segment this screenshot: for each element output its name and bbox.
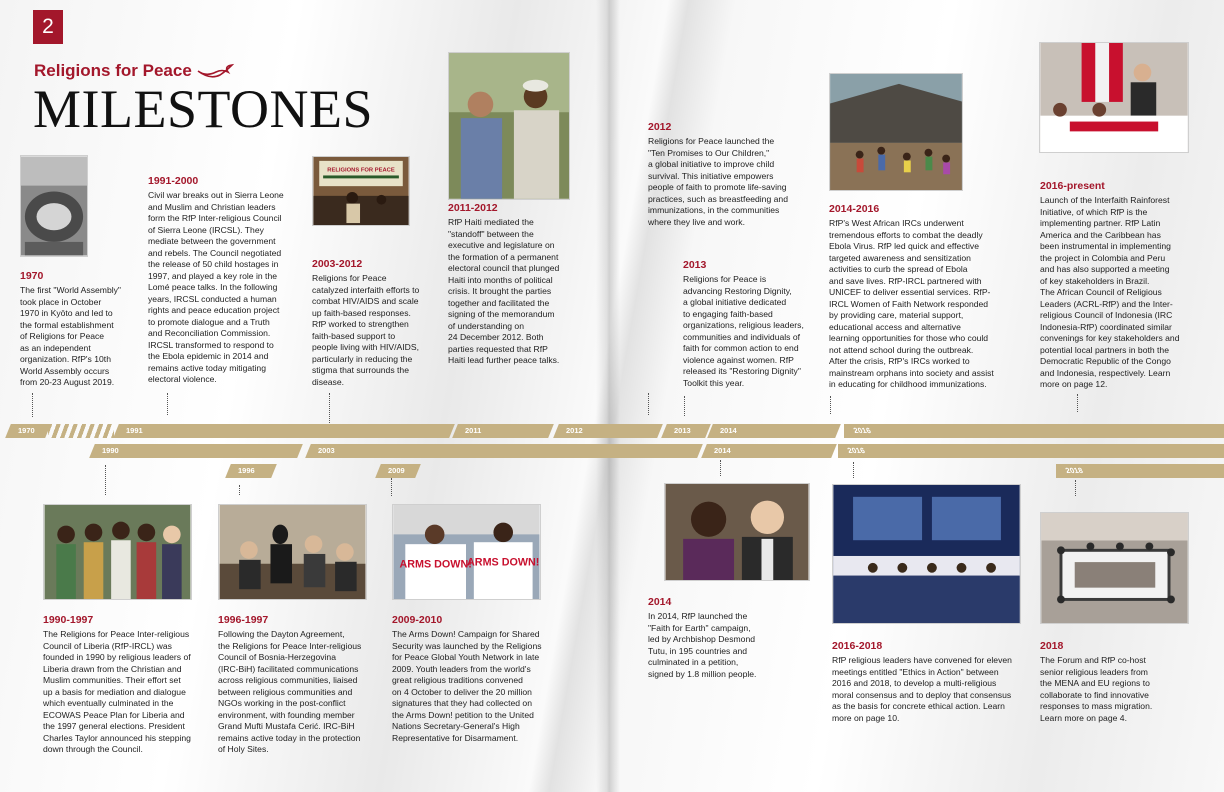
milestone-body: Launch of the Interfaith Rainforest Initiative, of which RfP is the implementing partner. RfP Latin America and the Caribbean has been instrumental in implementing the project in Colombia and Peru and has also supported a meeting of key stakeholders in Brazil. The African Council of Religious Leaders (ACRL-RfP) and the Inter- religious Council of Indonesia (IRC Indonesia-RfP) coordinated similar convenings for key stakeholders and potential local partners in both the Democratic Republic of the Congo and Indonesia, respectively. Learn more on page 12. bbox=[1040, 195, 1180, 389]
timeline-band-2016a: 2016 bbox=[844, 424, 1224, 438]
connector bbox=[105, 465, 106, 495]
connector bbox=[32, 393, 33, 417]
milestone-body: The Arms Down! Campaign for Shared Security was launched by the Religions for Peace Global Youth Network in late 2009. Youth leaders from the world's great religious traditions convened on 4 October to deliver the 20 million signatures that they had collected on the Arms Down! petition to the United Nations Secretary-General's High Representative for Disarmament. bbox=[392, 629, 542, 743]
photo-arms-down bbox=[392, 504, 541, 600]
timeline-band-1996: 1996 bbox=[225, 464, 277, 478]
timeline-band-2003: 2003 bbox=[305, 444, 703, 458]
milestone-heading: 2014-2016 bbox=[829, 203, 880, 215]
milestone-body: The Forum and RfP co-host senior religious leaders from the MENA and EU regions to collaborate to find innovative responses to mass migration. Learn more on page 4. bbox=[1040, 655, 1153, 723]
milestone-body: In 2014, RfP launched the "Faith for Earth" campaign, led by Archbishop Desmond Tutu, in 195 countries and culminated in a petition, signed by 1.8 million people. bbox=[648, 611, 757, 679]
page-title: MILESTONES bbox=[33, 79, 374, 139]
milestone-heading: 2012 bbox=[648, 121, 672, 133]
dove-icon bbox=[196, 63, 236, 79]
timeline-hatch bbox=[48, 424, 114, 438]
milestone-1970 bbox=[20, 270, 142, 389]
milestone-body: Following the Dayton Agreement, the Religions for Peace Inter-religious Council of Bosnia-Herzegovina (IRC-BiH) facilitated communications across religious communities, liaised between religious communities and NGOs working in the post-conflict environment, with founding member Grand Mufti Mustafa Cerić. IRC-BiH remains active today in the protection of Holy Sites. bbox=[218, 629, 362, 754]
milestone-heading: 1996-1997 bbox=[218, 614, 269, 626]
milestone-body: Religions for Peace launched the "Ten Promises to Our Children," a global initiative to improve child survival. This initiative empowers people of faith to promote life-saving practices, such as breastfeeding and immunizations, in the communities where they live and work. bbox=[648, 136, 788, 227]
connector bbox=[1077, 394, 1078, 412]
milestone-2016-2018 bbox=[832, 640, 1032, 724]
milestone-1991-2000 bbox=[148, 175, 298, 386]
timeline-band-2014b: 2014 bbox=[701, 444, 837, 458]
milestone-body: The Religions for Peace Inter-religious Council of Liberia (RfP-IRCL) was founded in 1990 by religious leaders of Liberia drawn from the Christian and Muslim communities. Their effort set up a basis for mediation and dialogue which eventually culminated in the ECOWAS Peace Plan for Liberia and the 1997 general elections. President Charles Taylor announced his stepping down through the Council. bbox=[43, 629, 191, 754]
shirt-text-left: ARMS DOWN! bbox=[399, 558, 472, 571]
milestone-heading: 2003-2012 bbox=[312, 258, 363, 270]
connector bbox=[853, 462, 854, 478]
milestone-heading: 2016-2018 bbox=[832, 640, 883, 652]
milestone-heading: 2018 bbox=[1040, 640, 1064, 652]
timeline-band-1970: 1970 bbox=[5, 424, 51, 438]
milestone-body: The first "World Assembly" took place in October 1970 in Kyōto and led to the formal establishment of Religions for Peace as an independent organization. RfP's 10th World Assembly occurs from 20-23 August 2019. bbox=[20, 285, 121, 387]
milestone-body: Religions for Peace is advancing Restoring Dignity, a global initiative dedicated to engaging faith-based organizations, religious leaders, communities and individuals of faith for common action to end violence against women. RfP released its "Restoring Dignity" Toolkit this year. bbox=[683, 274, 804, 388]
milestone-body: Civil war breaks out in Sierra Leone and Muslim and Christian leaders form the RfP Inter-religious Council of Sierra Leone (IRCSL). They mediate between the government and rebels. The Council negotiated the release of 50 child hostages in 1997, and played a key role in the Lomé peace talks. In the following years, IRCSL conducted a human rights and peace education project to promote dialogue and a Truth and Reconciliation Commission. IRCSL transformed to respond to the Ebola epidemic in 2014 and remains active today mitigating electoral violence. bbox=[148, 190, 284, 384]
photo-ebola-village bbox=[829, 73, 963, 191]
timeline-band-2012: 2012 bbox=[553, 424, 663, 438]
milestone-2003-2012 bbox=[312, 258, 437, 388]
page-number: 2 bbox=[33, 10, 63, 44]
milestone-heading: 2016-present bbox=[1040, 180, 1105, 192]
milestone-2014 bbox=[648, 596, 798, 680]
milestone-body: Religions for Peace catalyzed interfaith efforts to combat HIV/AIDS and scale up faith-based responses. RfP worked to strengthen faith-based support to people living with HIV/AIDS, particularly in reducing the stigma that surrounds the disease. bbox=[312, 273, 420, 387]
photo-haiti-talks bbox=[448, 52, 570, 200]
connector bbox=[239, 485, 240, 495]
timeline-band-2014a: 2014 bbox=[707, 424, 841, 438]
photo-mena-eu-forum bbox=[1040, 512, 1189, 624]
milestone-heading: 2013 bbox=[683, 259, 707, 271]
milestone-heading: 1991-2000 bbox=[148, 175, 199, 187]
milestone-1996-1997 bbox=[218, 614, 378, 756]
milestone-2009-2010 bbox=[392, 614, 552, 744]
photo-faith-for-earth bbox=[664, 483, 810, 581]
photo-hiv-aids-meeting bbox=[312, 156, 410, 226]
shirt-text-right: ARMS DOWN! bbox=[467, 556, 540, 569]
milestone-2016-present bbox=[1040, 180, 1200, 391]
milestone-2012 bbox=[648, 121, 813, 228]
connector bbox=[391, 478, 392, 496]
milestone-2011-2012 bbox=[448, 202, 578, 367]
timeline-band-2016b: 2016 bbox=[838, 444, 1224, 458]
milestone-heading: 2011-2012 bbox=[448, 202, 498, 214]
photo-bosnia-council bbox=[218, 504, 367, 600]
milestone-2014-2016 bbox=[829, 203, 1029, 391]
photo-rainforest-initiative bbox=[1039, 42, 1189, 153]
connector bbox=[648, 393, 649, 415]
connector bbox=[167, 393, 168, 415]
timeline-band-2011: 2011 bbox=[452, 424, 554, 438]
milestone-heading: 1990-1997 bbox=[43, 614, 94, 626]
timeline-band-1990: 1990 bbox=[89, 444, 303, 458]
timeline-band-1991: 1991 bbox=[113, 424, 455, 438]
milestone-2018 bbox=[1040, 640, 1190, 724]
brand-header bbox=[34, 61, 236, 81]
connector bbox=[1075, 480, 1076, 496]
brand-name: Religions for Peace bbox=[34, 61, 192, 80]
timeline-band-2018: 2018 bbox=[1056, 464, 1224, 478]
milestone-heading: 2014 bbox=[648, 596, 672, 608]
timeline-band-2009: 2009 bbox=[375, 464, 421, 478]
milestone-heading: 2009-2010 bbox=[392, 614, 443, 626]
milestone-2013 bbox=[683, 259, 823, 389]
milestone-heading: 1970 bbox=[20, 270, 44, 282]
page-spine bbox=[596, 0, 620, 792]
photo-liberia-council bbox=[43, 504, 192, 600]
milestone-1990-1997 bbox=[43, 614, 203, 756]
banner-text: RELIGIONS FOR PEACE bbox=[327, 167, 395, 174]
photo-world-assembly-1970 bbox=[20, 155, 88, 257]
connector bbox=[720, 460, 721, 476]
photo-ethics-in-action bbox=[832, 484, 1021, 624]
milestone-body: RfP's West African IRCs underwent tremendous efforts to combat the deadly Ebola Virus. RfP led quick and effective targeted awareness and sensitization activities to curb the spread of Ebola and save lives. RfP-IRCL partnered with UNICEF to deliver essential services. RfP- IRCL Women of Faith Network responded by providing care, material support, educational access and alternative learning opportunities for those who could not attend school during the outbreak. After the crisis, RfP's IRCs worked to mainstream orphans into society and assist in educating for childhood immunizations. bbox=[829, 218, 994, 389]
connector bbox=[684, 396, 685, 416]
milestone-body: RfP Haiti mediated the "standoff" between the executive and legislature on the formation of a permanent electoral council that plunged Haiti into months of political crisis. It brought the parties together and facilitated the signing of the memorandum of understanding on 24 December 2012. Both parties requested that RfP Haiti lead further peace talks. bbox=[448, 217, 560, 365]
connector bbox=[830, 396, 831, 414]
milestone-body: RfP religious leaders have convened for eleven meetings entitled "Ethics in Action" between 2016 and 2018, to develop a multi-religious moral consensus and to deploy that consensus as the basis for concrete ethical action. Learn more on page 10. bbox=[832, 655, 1012, 723]
timeline-band-2013: 2013 bbox=[661, 424, 711, 438]
